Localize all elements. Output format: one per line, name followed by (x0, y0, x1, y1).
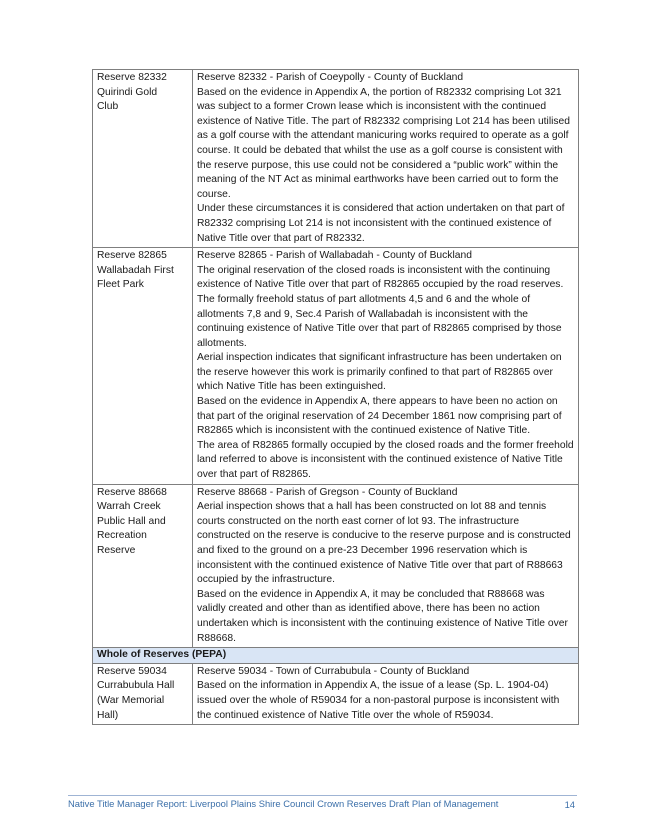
reserve-name-line: Currabubula Hall (97, 680, 175, 692)
reserve-name-line: (War Memorial (97, 694, 165, 706)
reserve-name-line: Reserve 59034 (97, 665, 167, 677)
reserve-name-line: Hall) (97, 709, 119, 721)
reserve-row (93, 484, 579, 648)
reserve-paragraph: Based on the information in Appendix A, the issue of a lease (Sp. L. 1904-04) issued over the whole of R59034 for a non-pastoral purpose is inconsistent with the continued existence of Native Title over the whole of R59034. (197, 680, 560, 721)
reserve-paragraph: Under these circumstances it is considered that action undertaken on that part of R82332 comprising Lot 214 is not inconsistent with the continued existence of Native Title over that part of R82332. (197, 203, 565, 244)
reserve-name-cell (93, 248, 193, 485)
reserves-table (92, 69, 579, 725)
reserve-name-line: Reserve (97, 545, 136, 556)
reserve-heading-line: Reserve 88668 - Parish of Gregson - County of Buckland (197, 486, 458, 498)
reserve-name-line: Wallabadah First (97, 264, 174, 276)
reserve-name-line: Recreation (97, 530, 147, 542)
reserve-name-line: Reserve 82332 (97, 72, 167, 83)
reserve-paragraph: Aerial inspection shows that a hall has been constructed on lot 88 and tennis courts constructed on the north east corner of lot 93. The infrastructure constructed on the reserve is conducive to the reserve purpose and is constructed and fixed to the ground on a pre-23 December 1996 reservation which is inconsistent with the continued existence of Native Title over that part of R88663 occupied by the infrastructure. (197, 501, 571, 586)
page-footer (68, 795, 577, 809)
section-header: Whole of Reserves (PEPA) (93, 648, 579, 664)
reserve-paragraph: Based on the evidence in Appendix A, the portion of R82332 comprising Lot 321 was subject to a former Crown lease which is inconsistent with the continued existence of Native Title. The part of R82332 comprising Lot 214 has been utilised as a golf course with the attendant manicuring works required to operate as a golf course. It could be debated that whilst the use as a golf course is consistent with the reserve purpose, this use could not be considered a “public work” within the meaning of the NT Act as minimal earthworks have been carried out to form the course. (197, 86, 571, 200)
reserve-heading-line: Reserve 59034 - Town of Currabubula - County of Buckland (197, 665, 470, 677)
reserve-name-cell (93, 70, 193, 248)
reserve-row (93, 248, 579, 485)
reserve-heading-line: Reserve 82332 - Parish of Coeypolly - County of Buckland (197, 72, 464, 83)
footer-title: Native Title Manager Report: Liverpool Plains Shire Council Crown Reserves Draft Plan of Management (68, 798, 499, 809)
reserve-name-line: Reserve 82865 (97, 250, 167, 262)
reserve-description-cell (193, 484, 579, 648)
reserve-name-line: Club (97, 101, 119, 113)
reserve-paragraph: Based on the evidence in Appendix A, it may be concluded that R88668 was validly created and other than as identified above, there has been no action undertaken which is inconsistent with the continuing existence of Native Title over R88668. (197, 588, 568, 644)
reserve-name-line: Public Hall and (97, 515, 166, 527)
reserve-paragraph: The original reservation of the closed roads is inconsistent with the continuing existence of Native Title over that part of R82865 occupied by the road reserves. (197, 264, 564, 291)
reserve-paragraph: Based on the evidence in Appendix A, there appears to have been no action on that part of the original reservation of 24 December 1861 now comprising part of R82865 which is inconsistent with the continued existence of Native Title. (197, 396, 562, 437)
reserve-name-line: Warrah Creek (97, 501, 161, 513)
reserve-paragraph: The area of R82865 formally occupied by the closed roads and the former freehold land referred to above is inconsistent with the continued existence of Native Title over that part of R82865. (197, 439, 574, 481)
reserve-row (93, 663, 579, 724)
reserve-row (93, 70, 579, 248)
section-header-row (93, 648, 579, 664)
reserves-table-body (93, 70, 579, 725)
page-number: 14 (564, 799, 575, 810)
reserve-description-cell (193, 248, 579, 485)
reserve-name-line: Reserve 88668 (97, 486, 167, 498)
reserve-name-cell (93, 484, 193, 648)
reserve-name-cell (93, 663, 193, 724)
reserve-paragraph: Aerial inspection indicates that significant infrastructure has been undertaken on the reserve however this work is primarily confined to that part of R82865 over which Native Title has been extinguished. (197, 352, 562, 393)
reserve-heading-line: Reserve 82865 - Parish of Wallabadah - County of Buckland (197, 250, 472, 262)
reserve-name-line: Fleet Park (97, 279, 144, 291)
reserve-paragraph: The formally freehold status of part allotments 4,5 and 6 and the whole of allotments 7,8 and 9, Sec.4 Parish of Wallabadah is inconsistent with the continuing existence of Native Title over that part of R82865 comprised by those allotments. (197, 293, 562, 349)
reserve-description-cell (193, 70, 579, 248)
reserve-name-line: Quirindi Gold (97, 86, 158, 98)
reserve-description-cell (193, 663, 579, 724)
